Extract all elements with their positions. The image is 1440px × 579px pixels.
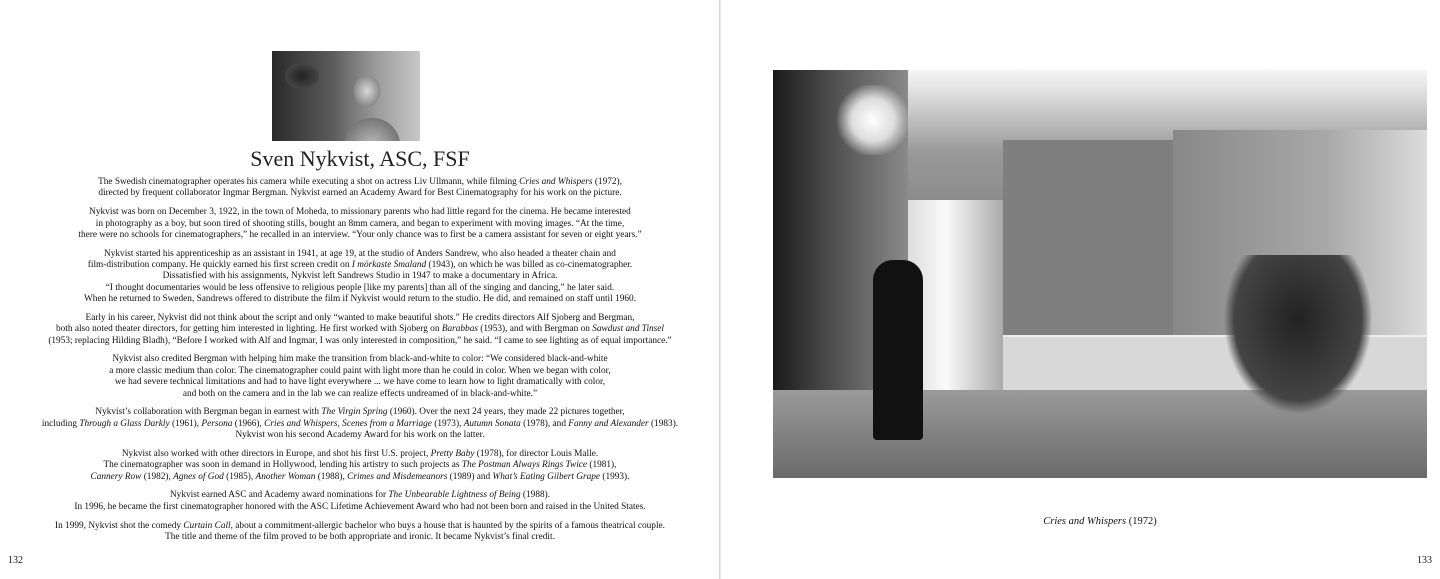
text-segment: Dissatisfied with his assignments, Nykvist left Sandrews Studio in 1947 to make a documentary in Africa. <box>162 271 558 282</box>
paragraph <box>0 521 720 544</box>
film-title: Another Woman <box>255 471 316 482</box>
text-segment: (1993). <box>600 471 630 482</box>
text-line <box>0 407 720 418</box>
text-segment: When he returned to Sweden, Sandrews offered to distribute the film if Nykvist would return to the studio. He did, and remained on staff until 1960. <box>84 294 636 305</box>
film-title: The Virgin Spring <box>321 407 388 418</box>
text-line <box>0 336 720 347</box>
article-body <box>0 177 720 551</box>
text-segment: (1943), on which he was billed as co-cinematographer. <box>426 260 633 271</box>
text-segment: (1960). Over the next 24 years, they made 22 pictures together, <box>387 407 625 418</box>
text-line <box>0 188 720 199</box>
text-line <box>0 502 720 513</box>
paragraph <box>0 407 720 441</box>
caption-year: (1972) <box>1126 516 1157 527</box>
caption-title: Cries and Whispers <box>1043 516 1127 527</box>
film-title: Through a Glass Darkly <box>79 418 170 429</box>
text-segment: Nykvist was born on December 3, 1922, in the town of Moheda, to missionary parents who had little regard for the cinema. He became interested <box>89 207 631 218</box>
text-segment: (1985), <box>223 471 256 482</box>
paragraph <box>0 249 720 306</box>
paragraph <box>0 313 720 347</box>
text-line <box>0 271 720 282</box>
text-segment: in photography as a boy, but soon tired of shooting stills, bought an 8mm camera, and began to experiment with moving images. “At the time, <box>95 218 625 229</box>
text-segment: (1982), <box>141 471 174 482</box>
text-line <box>0 490 720 501</box>
film-title: Cries and Whispers, Scenes from a Marriage <box>264 418 432 429</box>
film-title: Sawdust and Tinsel <box>592 324 665 335</box>
text-line <box>0 366 720 377</box>
film-title: Fanny and Alexander <box>568 418 649 429</box>
film-title: Crimes and Misdemeanors <box>347 471 448 482</box>
text-segment: The Swedish cinematographer operates his camera while executing a shot on actress Liv Ullmann, while filming <box>98 177 520 187</box>
text-line <box>0 419 720 430</box>
text-segment: In 1996, he became the first cinematographer honored with the ASC Lifetime Achievement Award who had not been born and raised in the United States. <box>74 501 646 512</box>
text-segment: The title and theme of the film proved to be both appropriate and ironic. It became Nykvist’s final credit. <box>165 531 555 542</box>
film-title: The Unbearable Lightness of Being <box>388 490 521 501</box>
portrait-photo <box>272 51 420 141</box>
text-line <box>0 430 720 441</box>
text-line <box>0 354 720 365</box>
text-line <box>0 377 720 388</box>
text-line <box>0 472 720 483</box>
text-line <box>0 249 720 260</box>
text-segment: (1981), <box>587 460 617 471</box>
film-title: Cannery Row <box>90 471 142 482</box>
text-segment: “I thought documentaries would be less offensive to religious people [like my parents] than all of the singing and dancing,” he later said. <box>105 282 615 293</box>
text-line <box>0 283 720 294</box>
text-segment: (1978), for director Louis Malle. <box>474 448 599 459</box>
text-line <box>0 207 720 218</box>
text-line <box>0 177 720 188</box>
text-line <box>0 389 720 400</box>
text-segment: (1966), <box>232 418 265 429</box>
text-line <box>0 219 720 230</box>
text-segment: a more classic medium than color. The cinematographer could paint with light more than he could in color. When we began with color, <box>109 365 611 376</box>
text-segment: and both on the camera and in the lab we can realize effects undreamed of in black-and-white.” <box>182 388 538 399</box>
paragraph <box>0 354 720 400</box>
film-title: Persona <box>201 418 233 429</box>
text-segment: Nykvist earned ASC and Academy award nominations for <box>169 490 389 501</box>
text-segment: (1988), <box>315 471 348 482</box>
photo-caption <box>773 516 1427 527</box>
text-segment: film-distribution company. He quickly earned his first screen credit on <box>87 260 352 271</box>
text-line <box>0 324 720 335</box>
text-line <box>0 521 720 532</box>
paragraph <box>0 490 720 513</box>
film-title: I mörkaste Smaland <box>351 260 427 271</box>
text-segment: The cinematographer was soon in demand in Hollywood, lending his artistry to such projects as <box>103 460 462 471</box>
film-title: What’s Eating Gilbert Grape <box>492 471 601 482</box>
text-line <box>0 230 720 241</box>
text-segment: (1953; replacing Hilding Bladh), “Before I worked with Alf and Ingmar, I was only interested in composition,” he said. “I came to see lighting as of equal importance.” <box>48 335 672 346</box>
page-number-left: 132 <box>8 555 23 566</box>
text-segment: (1978), and <box>520 418 569 429</box>
text-segment: Nykvist also worked with other directors in Europe, and shot his first U.S. project, <box>121 448 431 459</box>
film-set-photo <box>773 70 1427 478</box>
text-segment: both also noted theater directors, for getting him interested in lighting. He first worked with Sjoberg on <box>55 324 442 335</box>
paragraph <box>0 449 720 483</box>
text-segment: including <box>41 418 80 429</box>
text-segment: , about a commitment-allergic bachelor who buys a house that is haunted by the spirits of a famous theatrical couple. <box>230 520 665 531</box>
text-segment: In 1999, Nykvist shot the comedy <box>55 520 184 531</box>
text-segment: Nykvist’s collaboration with Bergman began in earnest with <box>95 407 322 418</box>
text-segment: we had severe technical limitations and had to have light everywhere ... we have come to learn how to light dramatically with color, <box>114 377 606 388</box>
text-segment: (1989) and <box>447 471 493 482</box>
film-title: Curtain Call <box>183 520 231 531</box>
text-segment: (1973), <box>431 418 464 429</box>
text-segment: (1983). <box>648 418 679 429</box>
text-line <box>0 313 720 324</box>
page-number-right: 133 <box>1417 555 1432 566</box>
text-segment: there were no schools for cinematographers,” he recalled in an interview. “Your only chance was to first be a camera assistant for seven or eight years.” <box>78 229 642 240</box>
text-line <box>0 294 720 305</box>
film-title: Pretty Baby <box>430 448 475 459</box>
page-title: Sven Nykvist, ASC, FSF <box>250 146 470 171</box>
paragraph <box>0 207 720 241</box>
film-title: The Postman Always Rings Twice <box>461 460 588 471</box>
text-line <box>0 460 720 471</box>
text-line <box>0 449 720 460</box>
text-segment: (1988). <box>520 490 551 501</box>
right-page <box>721 0 1440 579</box>
text-segment: Nykvist won his second Academy Award for his work on the latter. <box>235 430 485 441</box>
text-segment: directed by frequent collaborator Ingmar Bergman. Nykvist earned an Academy Award for Best Cinematography for his work on the picture. <box>98 188 622 199</box>
text-segment: (1972), <box>592 177 622 187</box>
text-segment: Nykvist also credited Bergman with helping him make the transition from black-and-white to color: “We considered black-and-white <box>112 354 608 365</box>
film-title: Barabbas <box>441 324 478 335</box>
paragraph <box>0 177 720 200</box>
film-title: Cries and Whispers <box>519 177 593 187</box>
text-segment: (1953), and with Bergman on <box>477 324 593 335</box>
text-segment: Early in his career, Nykvist did not think about the script and only “wanted to make beautiful shots.” He credits directors Alf Sjoberg and Bergman, <box>85 312 635 323</box>
film-title: Agnes of God <box>173 471 224 482</box>
text-segment: Nykvist started his apprenticeship as an assistant in 1941, at age 19, at the studio of Anders Sandrew, who also headed a theater chain and <box>104 248 616 259</box>
film-title: Autumn Sonata <box>463 418 521 429</box>
text-segment: (1961), <box>169 418 202 429</box>
text-line <box>0 532 720 543</box>
text-line <box>0 260 720 271</box>
